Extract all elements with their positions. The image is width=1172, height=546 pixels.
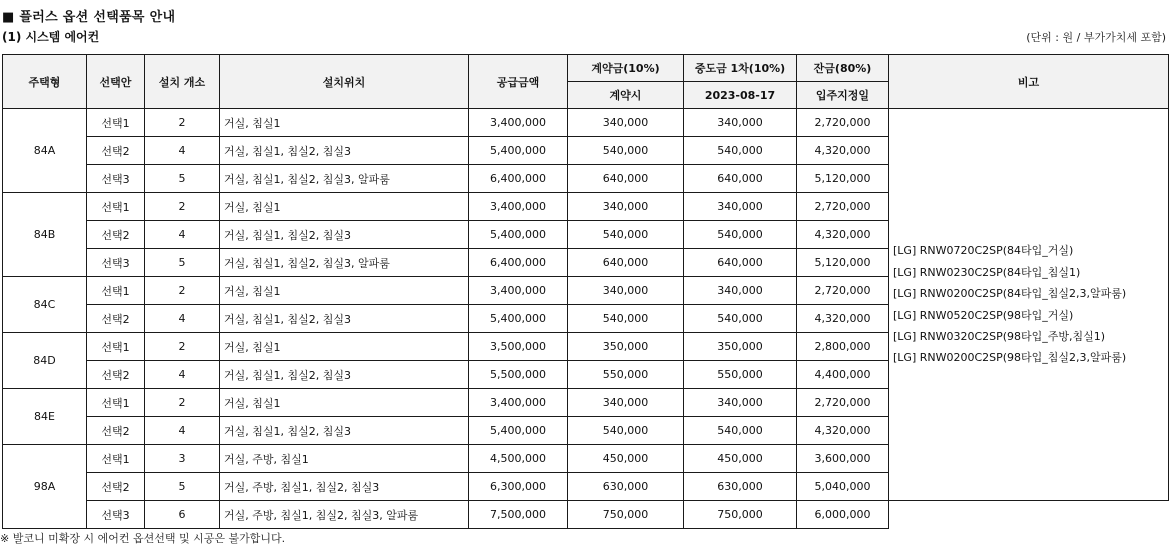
col-subheader-middle: 2023-08-17 [684,82,797,109]
count-cell: 5 [145,165,220,193]
supply-cell: 6,400,000 [469,249,568,277]
contract-cell: 540,000 [568,305,684,333]
type-cell: 84D [3,333,87,389]
type-cell: 84C [3,277,87,333]
type-cell: 98A [3,445,87,529]
remark-line: [LG] RNW0230C2SP(84타입_침실1) [893,265,1081,279]
contract-cell: 750,000 [568,501,684,529]
option-cell: 선택2 [87,361,145,389]
middle-cell: 640,000 [684,165,797,193]
count-cell: 2 [145,333,220,361]
location-cell: 거실, 침실1, 침실2, 침실3, 알파룸 [220,165,469,193]
count-cell: 4 [145,417,220,445]
middle-cell: 340,000 [684,109,797,137]
option-cell: 선택1 [87,445,145,473]
count-cell: 4 [145,305,220,333]
col-subheader-contract: 계약시 [568,82,684,109]
option-price-table [2,54,1169,529]
supply-cell: 5,400,000 [469,137,568,165]
option-cell: 선택2 [87,417,145,445]
count-cell: 2 [145,277,220,305]
count-cell: 5 [145,249,220,277]
middle-cell: 750,000 [684,501,797,529]
type-cell: 84A [3,109,87,193]
supply-cell: 3,400,000 [469,193,568,221]
remark-line: [LG] RNW0720C2SP(84타입_거실) [893,244,1074,258]
middle-cell: 540,000 [684,137,797,165]
contract-cell: 350,000 [568,333,684,361]
location-cell: 거실, 침실1, 침실2, 침실3 [220,417,469,445]
type-cell: 84B [3,193,87,277]
option-cell: 선택3 [87,249,145,277]
balance-cell: 2,720,000 [797,109,889,137]
type-cell: 84E [3,389,87,445]
balance-cell: 4,320,000 [797,305,889,333]
option-cell: 선택2 [87,221,145,249]
supply-cell: 3,500,000 [469,333,568,361]
contract-cell: 340,000 [568,109,684,137]
balance-cell: 4,400,000 [797,361,889,389]
remark-line: [LG] RNW0200C2SP(84타입_침실2,3,알파룸) [893,287,1127,301]
col-header-supply: 공급금액 [469,55,568,109]
option-cell: 선택3 [87,165,145,193]
option-cell: 선택2 [87,305,145,333]
col-header-balance: 잔금(80%) [797,55,889,82]
contract-cell: 640,000 [568,165,684,193]
supply-cell: 3,400,000 [469,109,568,137]
col-header-contract: 계약금(10%) [568,55,684,82]
balance-cell: 6,000,000 [797,501,889,529]
middle-cell: 340,000 [684,277,797,305]
option-cell: 선택1 [87,277,145,305]
option-cell: 선택1 [87,389,145,417]
contract-cell: 340,000 [568,277,684,305]
contract-cell: 550,000 [568,361,684,389]
footnote: ※ 발코니 미확장 시 에어컨 옵션선택 및 시공은 불가합니다. [0,532,286,545]
count-cell: 2 [145,193,220,221]
location-cell: 거실, 침실1, 침실2, 침실3 [220,305,469,333]
supply-cell: 6,400,000 [469,165,568,193]
col-header-location: 설치위치 [220,55,469,109]
count-cell: 2 [145,389,220,417]
location-cell: 거실, 침실1, 침실2, 침실3 [220,137,469,165]
location-cell: 거실, 주방, 침실1, 침실2, 침실3 [220,473,469,501]
balance-cell: 2,720,000 [797,389,889,417]
section-subtitle: (1) 시스템 에어컨 [2,30,100,44]
location-cell: 거실, 주방, 침실1 [220,445,469,473]
middle-cell: 540,000 [684,417,797,445]
col-header-count: 설치 개소 [145,55,220,109]
location-cell: 거실, 침실1, 침실2, 침실3 [220,221,469,249]
contract-cell: 630,000 [568,473,684,501]
location-cell: 거실, 침실1 [220,389,469,417]
contract-cell: 340,000 [568,389,684,417]
middle-cell: 340,000 [684,389,797,417]
middle-cell: 630,000 [684,473,797,501]
contract-cell: 540,000 [568,221,684,249]
middle-cell: 640,000 [684,249,797,277]
contract-cell: 540,000 [568,417,684,445]
count-cell: 6 [145,501,220,529]
remarks-cell [889,109,1169,501]
location-cell: 거실, 침실1 [220,193,469,221]
supply-cell: 5,400,000 [469,417,568,445]
remark-line: [LG] RNW0200C2SP(98타입_침실2,3,알파룸) [893,351,1127,365]
unit-note: (단위 : 원 / 부가가치세 포함) [1026,31,1166,44]
supply-cell: 4,500,000 [469,445,568,473]
col-header-option: 선택안 [87,55,145,109]
balance-cell: 2,720,000 [797,277,889,305]
balance-cell: 4,320,000 [797,221,889,249]
balance-cell: 4,320,000 [797,137,889,165]
option-cell: 선택2 [87,473,145,501]
balance-cell: 5,040,000 [797,473,889,501]
option-cell: 선택1 [87,333,145,361]
supply-cell: 5,500,000 [469,361,568,389]
balance-cell: 4,320,000 [797,417,889,445]
balance-cell: 5,120,000 [797,165,889,193]
remark-line: [LG] RNW0520C2SP(98타입_거실) [893,308,1074,322]
location-cell: 거실, 침실1, 침실2, 침실3, 알파룸 [220,249,469,277]
balance-cell: 5,120,000 [797,249,889,277]
count-cell: 2 [145,109,220,137]
location-cell: 거실, 침실1, 침실2, 침실3 [220,361,469,389]
location-cell: 거실, 침실1 [220,109,469,137]
supply-cell: 5,400,000 [469,305,568,333]
count-cell: 4 [145,137,220,165]
balance-cell: 3,600,000 [797,445,889,473]
page-title: ■ 플러스 옵션 선택품목 안내 [2,10,176,25]
col-header-middle: 중도금 1차(10%) [684,55,797,82]
option-cell: 선택3 [87,501,145,529]
balance-cell: 2,720,000 [797,193,889,221]
supply-cell: 5,400,000 [469,221,568,249]
balance-cell: 2,800,000 [797,333,889,361]
table-row [3,109,1169,137]
contract-cell: 450,000 [568,445,684,473]
supply-cell: 7,500,000 [469,501,568,529]
middle-cell: 350,000 [684,333,797,361]
middle-cell: 550,000 [684,361,797,389]
location-cell: 거실, 침실1 [220,277,469,305]
remark-line: [LG] RNW0320C2SP(98타입_주방,침실1) [893,329,1106,343]
count-cell: 5 [145,473,220,501]
location-cell: 거실, 주방, 침실1, 침실2, 침실3, 알파룸 [220,501,469,529]
contract-cell: 640,000 [568,249,684,277]
col-subheader-balance: 입주지정일 [797,82,889,109]
count-cell: 3 [145,445,220,473]
location-cell: 거실, 침실1 [220,333,469,361]
col-header-type: 주택형 [3,55,87,109]
middle-cell: 540,000 [684,221,797,249]
option-cell: 선택2 [87,137,145,165]
option-cell: 선택1 [87,193,145,221]
option-cell: 선택1 [87,109,145,137]
table-row [3,501,1169,529]
supply-cell: 3,400,000 [469,389,568,417]
middle-cell: 340,000 [684,193,797,221]
count-cell: 4 [145,361,220,389]
contract-cell: 540,000 [568,137,684,165]
header-row-1 [3,55,1169,82]
contract-cell: 340,000 [568,193,684,221]
middle-cell: 450,000 [684,445,797,473]
supply-cell: 3,400,000 [469,277,568,305]
count-cell: 4 [145,221,220,249]
col-header-remarks: 비고 [889,55,1169,109]
middle-cell: 540,000 [684,305,797,333]
supply-cell: 6,300,000 [469,473,568,501]
